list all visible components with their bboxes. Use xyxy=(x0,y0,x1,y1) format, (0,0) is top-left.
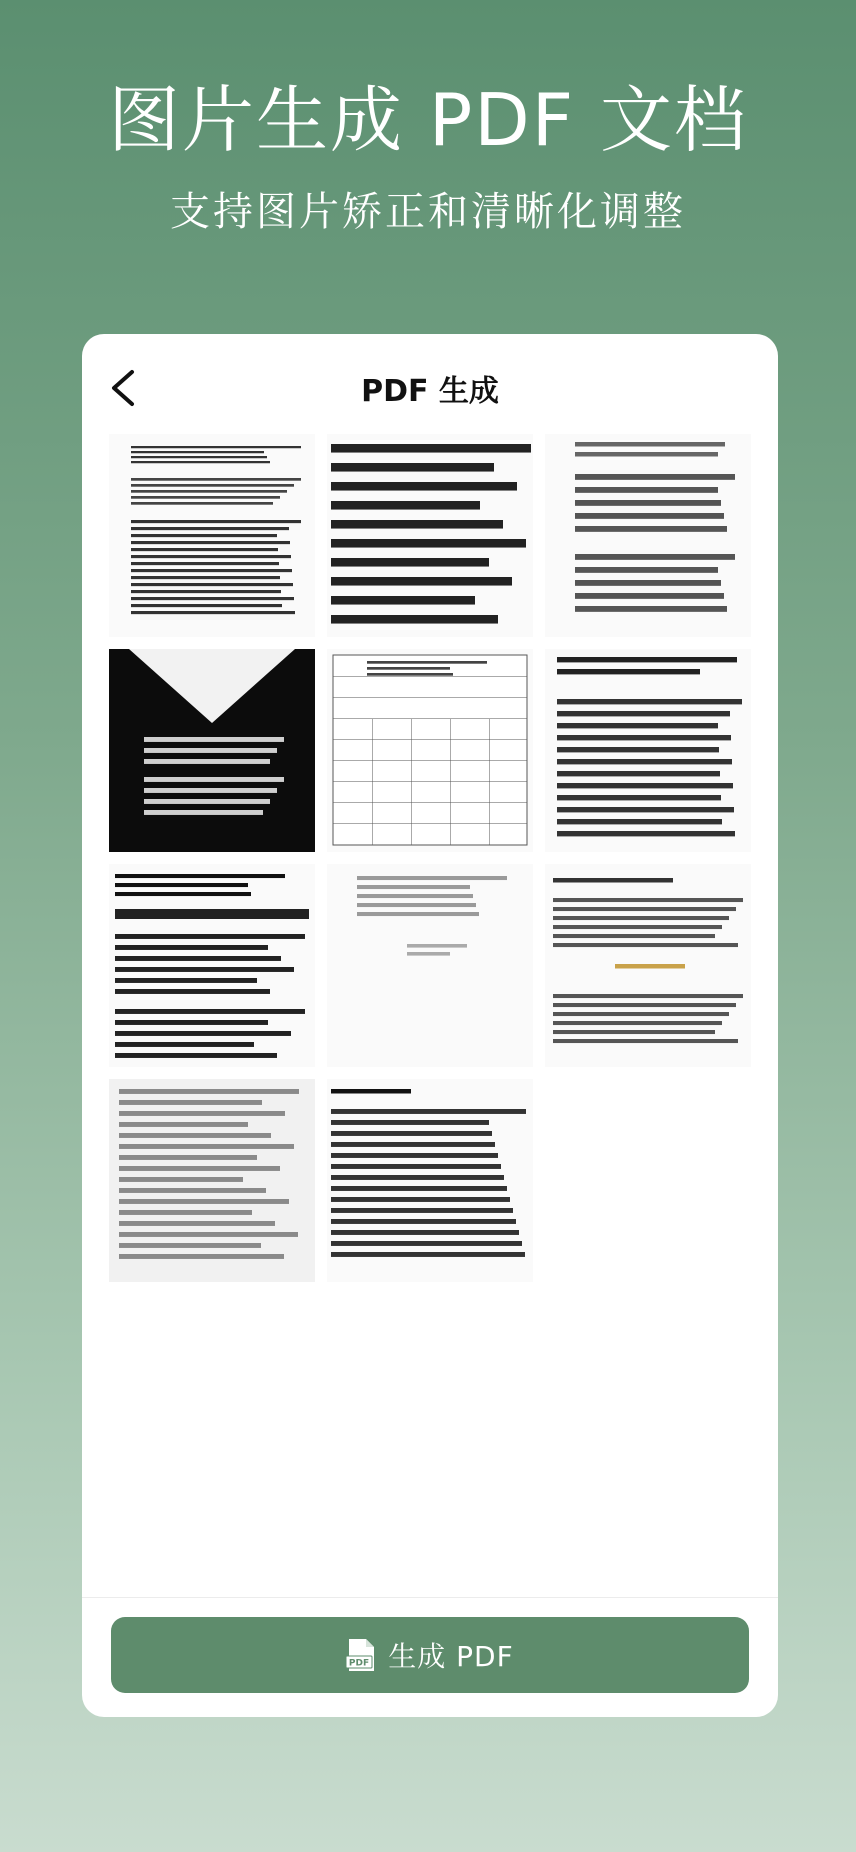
page-thumbnail[interactable] xyxy=(327,649,533,852)
page-thumbnail[interactable] xyxy=(327,1079,533,1282)
page-thumbnail-image xyxy=(109,434,315,637)
page-thumbnail-image xyxy=(327,864,533,1067)
generate-pdf-button[interactable] xyxy=(111,1617,749,1693)
page-thumbnail[interactable] xyxy=(545,864,751,1067)
page-thumbnail[interactable] xyxy=(327,864,533,1067)
pdf-generate-card xyxy=(82,334,778,1717)
subheadline: 支持图片矫正和清晰化调整 xyxy=(170,189,686,235)
page-thumbnail[interactable] xyxy=(327,434,533,637)
top-bar xyxy=(82,334,778,434)
page-thumbnail[interactable] xyxy=(545,649,751,852)
page-thumbnail-image xyxy=(545,1079,751,1282)
page-thumbnail[interactable] xyxy=(109,864,315,1067)
page-thumbnail-image xyxy=(545,864,751,1067)
generate-pdf-label: 生成 PDF xyxy=(388,1640,514,1673)
divider xyxy=(82,1597,778,1598)
page-thumbnail[interactable] xyxy=(545,434,751,637)
page-thumbnail-image xyxy=(327,434,533,637)
page-title: PDF 生成 xyxy=(361,374,499,409)
page-thumbnail[interactable] xyxy=(109,434,315,637)
page-thumbnail-image xyxy=(327,1079,533,1282)
page-thumbnail-image xyxy=(109,1079,315,1282)
page-thumbnail-image xyxy=(545,434,751,637)
page-thumbnail-image xyxy=(545,649,751,852)
page-thumbnail[interactable] xyxy=(545,1079,751,1282)
headline: 图片生成 PDF 文档 xyxy=(107,78,749,162)
page-thumbnail[interactable] xyxy=(109,1079,315,1282)
page-thumbnail-image xyxy=(327,649,533,852)
page-thumbnail[interactable] xyxy=(109,649,315,852)
svg-text:PDF: PDF xyxy=(349,1658,370,1669)
page-thumbnail-image xyxy=(109,864,315,1067)
pdf-file-icon xyxy=(346,1638,376,1672)
page-thumbnail-image xyxy=(109,649,315,852)
page-thumbnail-grid xyxy=(109,434,751,1282)
